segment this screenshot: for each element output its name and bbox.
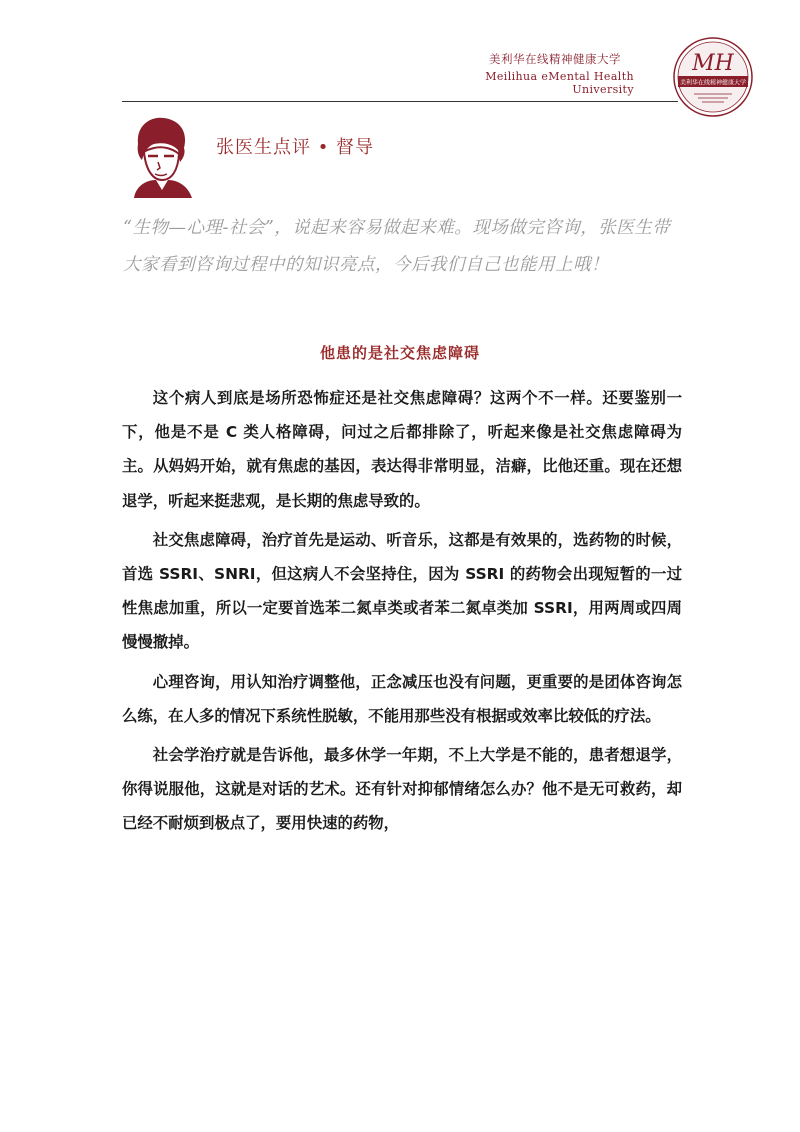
article-paragraph-3: 心理咨询，用认知治疗调整他，正念减压也没有问题，更重要的是团体咨询怎么练，在人多的情况下系统性脱敏，不能用那些没有根据或效率比较低的疗法。	[122, 672, 682, 725]
university-seal-logo	[672, 36, 754, 118]
intro-quote: “生物—心理-社会”，说起来容易做起来难。现场做完咨询，张医生带大家看到咨询过程中的知识亮点，今后我们自己也能用上哦！	[123, 218, 671, 275]
article-body	[122, 381, 682, 846]
header-org-name-cn: 美利华在线精神健康大学	[489, 52, 621, 66]
header-org-name-en: Meilihua eMental Health University	[485, 70, 634, 96]
logo-subtext: 美利华在线精神健康大学	[679, 79, 747, 87]
header-divider	[122, 101, 678, 102]
logo-text: MH	[692, 51, 734, 76]
section-title: 张医生点评 • 督导	[216, 137, 375, 158]
doctor-portrait-illustration	[124, 114, 196, 198]
article-title: 他患的是社交焦虑障碍	[319, 344, 480, 362]
article-paragraph-1: 这个病人到底是场所恐怖症还是社交焦虑障碍？这两个不一样。还要鉴别一下，他是不是 C 类人格障碍，问过之后都排除了，听起来像是社交焦虑障碍为主。从妈妈开始，就有焦虑的基因，表达得非常明显，洁癖，比他还重。现在还想退学，听起来挺悲观，是长期的焦虑导致的。	[122, 389, 682, 510]
article-paragraph-2: 社交焦虑障碍，治疗首先是运动、听音乐，这都是有效果的，选药物的时候，首选 SSRI、SNRI，但这病人不会坚持住，因为 SSRI 的药物会出现短暂的一过性焦虑加重，所以一定要首选苯二氮卓类或者苯二氮卓类加 SSRI，用两周或四周慢慢撤掉。	[122, 530, 682, 652]
article-paragraph-4: 社会学治疗就是告诉他，最多休学一年期，不上大学是不能的，患者想退学，你得说服他，这就是对话的艺术。还有针对抑郁情绪怎么办？他不是无可救药，却已经不耐烦到极点了，要用快速的药物，	[122, 746, 682, 833]
